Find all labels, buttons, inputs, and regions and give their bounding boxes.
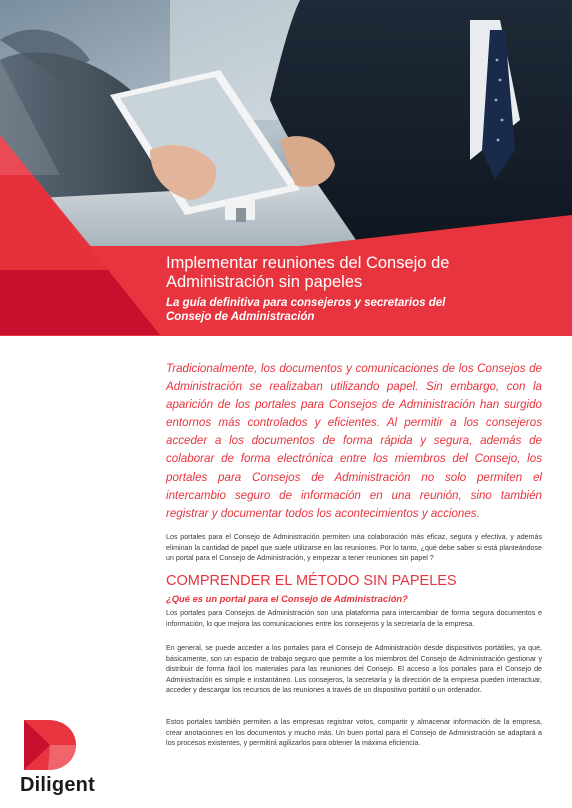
section-subtitle: ¿Qué es un portal para el Consejo de Administración? — [166, 593, 408, 604]
intro-lead: Tradicionalmente, los documentos y comunicaciones de los Consejos de Administración se realizaban utilizando papel. Sin embargo, con la aparición de los portales para Consejos de Administración han surgido entornos más controlados y eficientes. Al permitir a los consejeros acceder a los documentos de forma rápida y segura, además de colaborar de forma electrónica entre los miembros del Consejo, los portales para Consejos de Administración no solo permiten el intercambio seguro de información en una reunión, sino también registrar y documentar todos los acontecimientos y acciones. — [166, 362, 542, 520]
intro-paragraph: Los portales para el Consejo de Administración permiten una colaboración más eficaz, segura y efectiva, y además eliminan la cantidad de papel que suele utilizarse en las reuniones. Por lo tanto, ¿qué debe saber si está planteándose un portal para el Consejo de Administración, y empezar a tener reuniones sin papel ? — [166, 533, 542, 563]
page-subtitle-line2: Consejo de Administración — [166, 311, 315, 323]
diligent-logo-icon — [20, 718, 80, 772]
page-title-line1: Implementar reuniones del Consejo de — [166, 254, 450, 272]
page-title-line2: Administración sin papeles — [166, 273, 363, 291]
header-banner — [166, 254, 556, 324]
page-subtitle — [166, 296, 556, 324]
page-subtitle-line1: La guía definitiva para consejeros y secretarios del — [166, 297, 446, 309]
brand-name: Diligent — [20, 774, 95, 796]
section-paragraph-3: Estos portales también permiten a las empresas registrar votos, compartir y almacenar información de la empresa, crear anotaciones en los documentos y mucho más. Un buen portal para el Consejo de Administración se adaptará a los procesos existentes, y permitirá agilizarlos para obtener la máxima eficiencia. — [166, 718, 542, 748]
page-title — [166, 254, 556, 292]
section-paragraph-1: Los portales para Consejos de Administración son una plataforma para intercambiar de forma segura documentos e información, lo que mejora las comunicaciones entre los consejeros y la secretaría de la empresa. — [166, 609, 542, 628]
section-title: COMPRENDER EL MÉTODO SIN PAPELES — [166, 573, 457, 589]
section-paragraph-2: En general, se puede acceder a los portales para el Consejo de Administración desde dispositivos portátiles, ya que, básicamente, son un espacio de trabajo seguro que permite a los miembros del Consejo de Administración gestionar y distribuir de forma fácil los materiales para las reuniones del Consejo. El acceso a los portales para el Consejo de Administración es simple e instantáneo. Los consejeros, la secretaría y la dirección de la empresa pueden interactuar, acceder y descargar los recursos de las reuniones a través de un dispositivo portátil o un ordenador. — [166, 644, 542, 695]
